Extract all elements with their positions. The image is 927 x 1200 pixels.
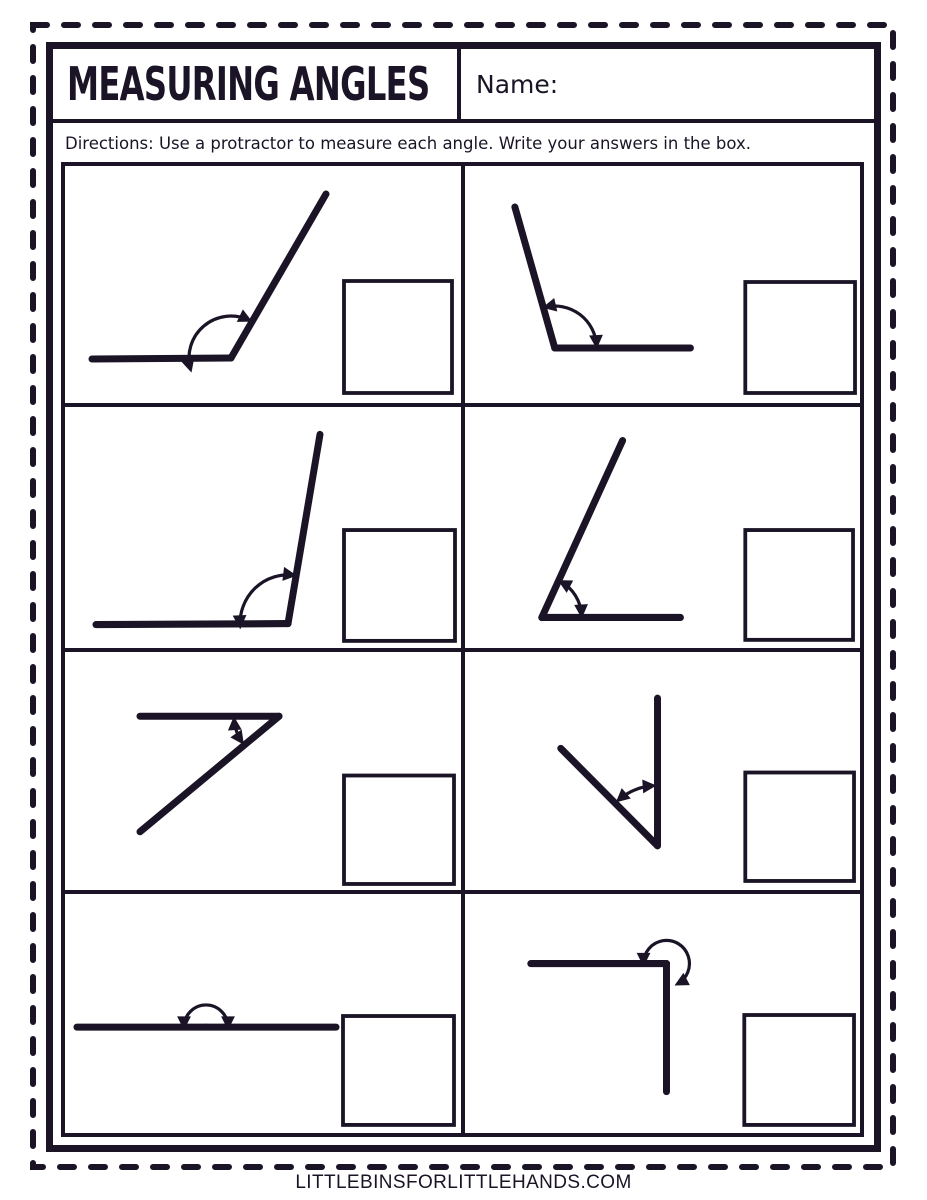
answer-box[interactable] [343,1016,454,1125]
footer [0,1172,927,1194]
answer-box[interactable] [344,530,455,641]
page-frame [46,42,881,1152]
problem-cell-7 [65,894,461,1133]
name-label: Name: [476,69,559,99]
angle-figure-6 [465,652,860,890]
problems-grid [61,162,864,1137]
problem-cell-2 [465,166,860,403]
answer-box[interactable] [344,281,452,393]
angle-arc-arrow [234,719,242,742]
problem-cell-5 [65,652,461,890]
page-title: MEASURING ANGLES [67,57,430,111]
answer-box[interactable] [344,776,454,884]
footer-url: LITTLEBINSFORLITTLEHANDS.COM [295,1172,632,1193]
directions-bar [53,123,874,163]
name-input[interactable] [558,49,874,119]
title-cell [53,49,461,119]
problem-cell-3 [65,407,461,648]
angle-arc-arrow [618,786,653,801]
name-field[interactable] [461,49,874,119]
problem-cell-1 [65,166,461,403]
angle-ray [542,441,623,618]
angle-figure-1 [65,166,461,403]
answer-box[interactable] [745,530,853,640]
angle-figure-4 [465,407,860,648]
angle-ray [515,207,555,348]
angle-figure-3 [65,407,461,648]
answer-box[interactable] [745,773,854,881]
angle-figure-2 [465,166,860,403]
angle-figure-5 [65,652,461,890]
answer-box[interactable] [745,282,855,393]
angle-ray [92,358,231,359]
problem-cell-6 [465,652,860,890]
angle-ray [561,748,658,845]
angle-figure-8 [465,894,860,1133]
problem-cell-4 [465,407,860,648]
directions-text: Directions: Use a protractor to measure each angle. Write your answers in the box. [65,133,751,153]
angle-figure-7 [65,894,461,1133]
angle-ray [140,716,279,831]
header [53,49,874,123]
answer-box[interactable] [744,1015,854,1125]
angle-ray [231,194,326,358]
angle-arc-arrow [561,582,582,616]
angle-ray [96,624,288,625]
angle-ray [288,434,320,623]
problem-cell-8 [465,894,860,1133]
